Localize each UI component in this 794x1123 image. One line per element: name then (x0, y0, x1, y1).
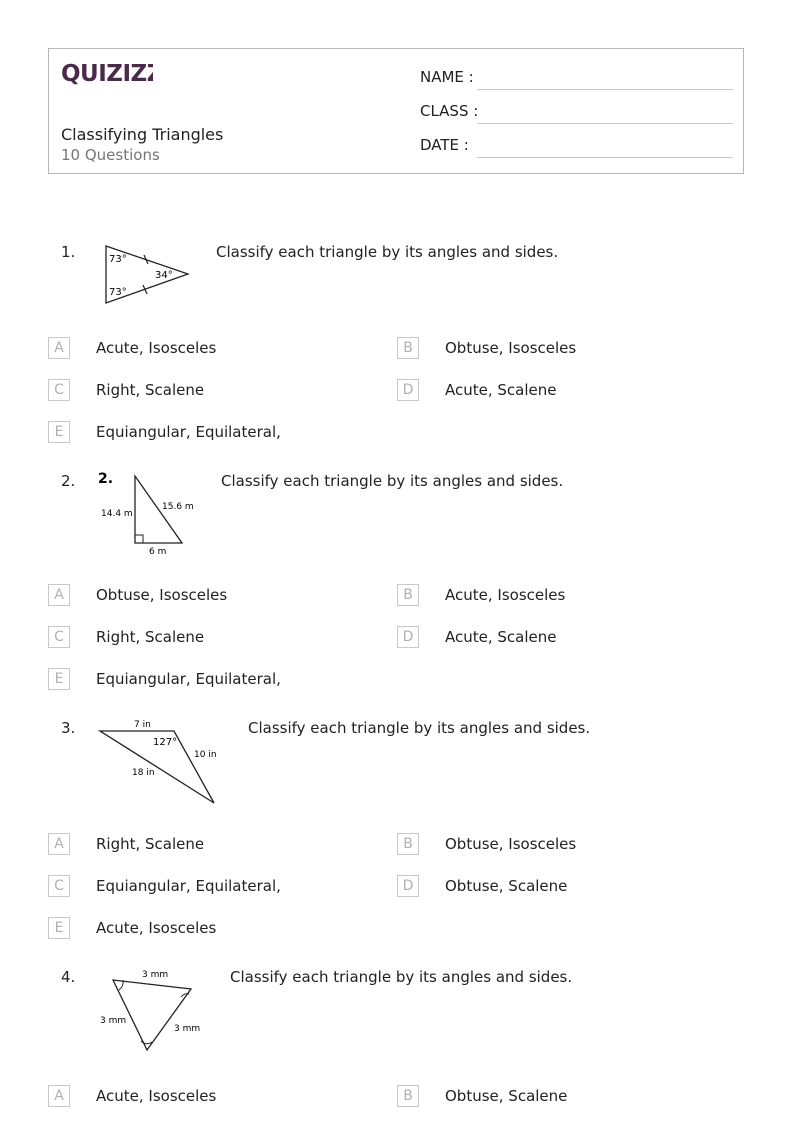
option-c-letter[interactable]: C (48, 379, 70, 401)
option-a-text[interactable]: Acute, Isosceles (96, 1087, 217, 1105)
question-number: 1. (61, 243, 76, 261)
option-e-text[interactable]: Equiangular, Equilateral, (96, 670, 281, 688)
worksheet-title: Classifying Triangles (61, 125, 224, 144)
option-b-text[interactable]: Obtuse, Scalene (445, 1087, 568, 1105)
question-number: 4. (61, 968, 76, 986)
option-b-letter[interactable]: B (397, 337, 419, 359)
side-label: 3 mm (174, 1024, 201, 1034)
figure-label: 2. (98, 471, 114, 487)
option-d-letter[interactable]: D (397, 626, 419, 648)
option-b-letter[interactable]: B (397, 1085, 419, 1107)
date-label: DATE : (420, 136, 469, 154)
option-b-letter[interactable]: B (397, 833, 419, 855)
question-number: 3. (61, 719, 76, 737)
option-c-text[interactable]: Right, Scalene (96, 628, 205, 646)
triangle-figure-1 (100, 238, 200, 314)
side-label: 3 mm (142, 970, 169, 980)
angle-label: 34° (155, 270, 173, 281)
option-e-letter[interactable]: E (48, 668, 70, 690)
side-label: 3 mm (100, 1016, 127, 1026)
option-a-letter[interactable]: A (48, 584, 70, 606)
option-d-text[interactable]: Acute, Scalene (445, 628, 557, 646)
worksheet-header (48, 48, 744, 174)
question-number: 2. (61, 472, 76, 490)
option-d-text[interactable]: Obtuse, Scalene (445, 877, 568, 895)
question-text: Classify each triangle by its angles and sides. (221, 472, 564, 490)
side-label: 6 m (149, 547, 167, 557)
name-line[interactable] (477, 89, 733, 90)
side-label: 7 in (134, 720, 151, 730)
option-c-text[interactable]: Right, Scalene (96, 381, 205, 399)
side-label: 15.6 m (162, 502, 194, 512)
triangle-figure-4 (96, 964, 206, 1058)
question-text: Classify each triangle by its angles and sides. (216, 243, 559, 261)
option-a-text[interactable]: Right, Scalene (96, 835, 205, 853)
option-e-letter[interactable]: E (48, 421, 70, 443)
option-c-letter[interactable]: C (48, 875, 70, 897)
option-b-letter[interactable]: B (397, 584, 419, 606)
option-d-letter[interactable]: D (397, 379, 419, 401)
name-label: NAME : (420, 68, 474, 86)
angle-label: 73° (109, 254, 127, 265)
side-label: 18 in (132, 768, 155, 778)
option-c-letter[interactable]: C (48, 626, 70, 648)
option-a-text[interactable]: Obtuse, Isosceles (96, 586, 228, 604)
triangle-figure-2 (96, 466, 206, 564)
option-e-letter[interactable]: E (48, 917, 70, 939)
side-label: 14.4 m (101, 509, 133, 519)
triangle-figure-3 (96, 714, 222, 812)
question-text: Classify each triangle by its angles and sides. (230, 968, 573, 986)
option-d-text[interactable]: Acute, Scalene (445, 381, 557, 399)
option-a-letter[interactable]: A (48, 337, 70, 359)
class-line[interactable] (477, 123, 733, 124)
option-b-text[interactable]: Obtuse, Isosceles (445, 339, 577, 357)
option-b-text[interactable]: Obtuse, Isosceles (445, 835, 577, 853)
angle-label: 127° (153, 737, 178, 748)
option-d-letter[interactable]: D (397, 875, 419, 897)
side-label: 10 in (194, 750, 217, 760)
question-count: 10 Questions (61, 146, 160, 164)
svg-text:QUIZIZZ: QUIZIZZ (61, 61, 153, 87)
question-text: Classify each triangle by its angles and sides. (248, 719, 591, 737)
class-label: CLASS : (420, 102, 479, 120)
date-line[interactable] (477, 157, 733, 158)
angle-label: 73° (109, 287, 127, 298)
option-e-text[interactable]: Equiangular, Equilateral, (96, 423, 281, 441)
option-e-text[interactable]: Acute, Isosceles (96, 919, 217, 937)
option-a-letter[interactable]: A (48, 1085, 70, 1107)
option-a-letter[interactable]: A (48, 833, 70, 855)
option-a-text[interactable]: Acute, Isosceles (96, 339, 217, 357)
option-b-text[interactable]: Acute, Isosceles (445, 586, 566, 604)
quizizz-logo (61, 59, 153, 91)
option-c-text[interactable]: Equiangular, Equilateral, (96, 877, 281, 895)
